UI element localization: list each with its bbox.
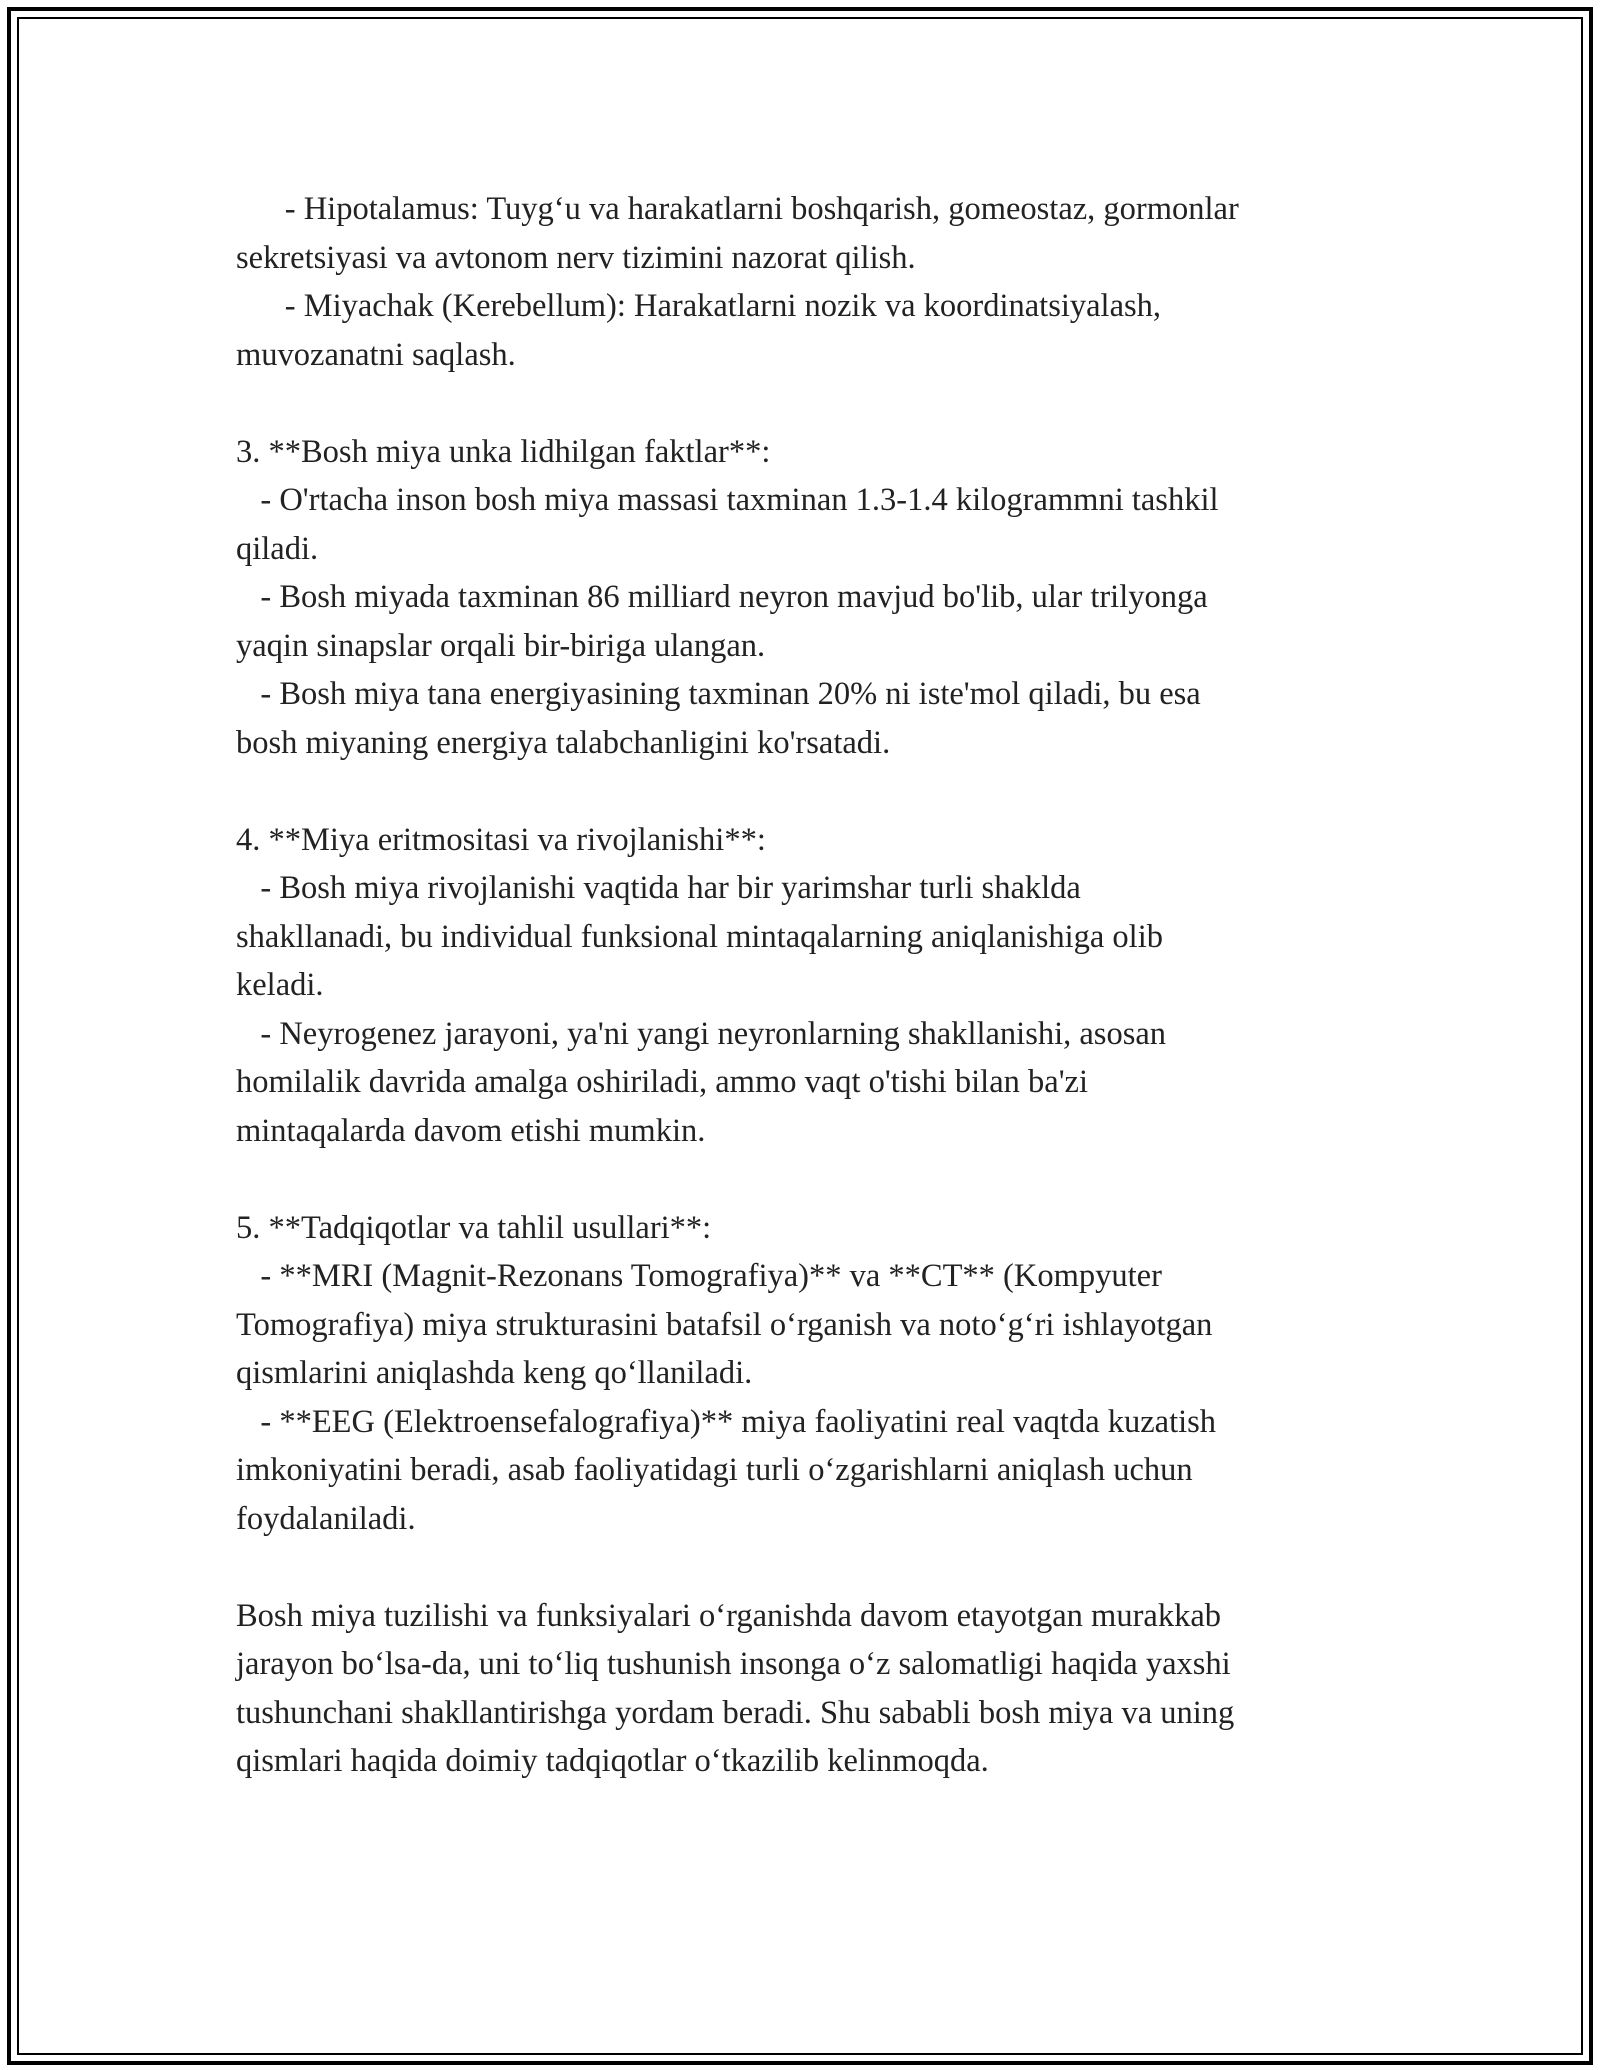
text-line: - Miyachak (Kerebellum): Harakatlarni nozik va koordinatsiyalash, [236,288,1162,324]
blank-line [236,379,1376,428]
text-line: 5. **Tadqiqotlar va tahlil usullari**: [236,1209,712,1246]
blank-line [236,767,1376,816]
text-line: bosh miyaning energiya talabchanligini ko'rsatadi. [236,724,891,761]
text-line: Bosh miya tuzilishi va funksiyalari o‘rganishda davom etayotgan murakkab [236,1597,1222,1634]
text-line: sekretsiyasi va avtonom nerv tizimini nazorat qilish. [236,239,916,276]
text-line: qismlari haqida doimiy tadqiqotlar o‘tkazilib kelinmoqda. [236,1743,989,1779]
text-line: imkoniyatini beradi, asab faoliyatidagi turli o‘zgarishlarni aniqlash uchun [236,1452,1193,1488]
text-line: 4. **Miya eritmositasi va rivojlanishi**: [236,821,766,858]
text-line: qismlarini aniqlashda keng qo‘llaniladi. [236,1355,753,1391]
text-line: Tomografiya) miya strukturasini batafsil o‘rganish va noto‘g‘ri ishlayotgan [236,1306,1213,1343]
text-line: - Bosh miyada taxminan 86 milliard neyron mavjud bo'lib, ular trilyonga [236,579,1208,615]
blank-line [236,1155,1376,1204]
text-line: - Hipotalamus: Tuyg‘u va harakatlarni boshqarish, gomeostaz, gormonlar [236,191,1239,227]
text-line: jarayon bo‘lsa-da, uni to‘liq tushunish insonga o‘z salomatligi haqida yaxshi [236,1646,1231,1682]
document-body [236,185,1376,1786]
text-line: - Bosh miya rivojlanishi vaqtida har bir yarimshar turli shaklda [236,870,1081,906]
text-line: 3. **Bosh miya unka lidhilgan faktlar**: [236,433,771,470]
text-line: keladi. [236,967,324,1003]
text-line: - O'rtacha inson bosh miya massasi taxminan 1.3-1.4 kilogrammni tashkil [236,482,1219,518]
text-line: - Bosh miya tana energiyasining taxminan 20% ni iste'mol qiladi, bu esa [236,676,1201,712]
text-line: qiladi. [236,530,319,567]
text-line: mintaqalarda davom etishi mumkin. [236,1112,706,1149]
text-line: homilalik davrida amalga oshiriladi, ammo vaqt o'tishi bilan ba'zi [236,1064,1088,1100]
text-line: - Neyrogenez jarayoni, ya'ni yangi neyronlarning shakllanishi, asosan [236,1015,1167,1052]
text-line: - **EEG (Elektroensefalografiya)** miya faoliyatini real vaqtda kuzatish [236,1403,1217,1440]
text-line: shakllanadi, bu individual funksional mintaqalarning aniqlanishiga olib [236,918,1163,955]
text-line: foydalaniladi. [236,1500,416,1537]
text-line: - **MRI (Magnit-Rezonans Tomografiya)** va **CT** (Kompyuter [236,1258,1162,1294]
text-line: muvozanatni saqlash. [236,336,516,373]
blank-line [236,1543,1376,1592]
text-line: tushunchani shakllantirishga yordam beradi. Shu sababli bosh miya va uning [236,1694,1235,1731]
text-line: yaqin sinapslar orqali bir-biriga ulangan. [236,627,766,664]
